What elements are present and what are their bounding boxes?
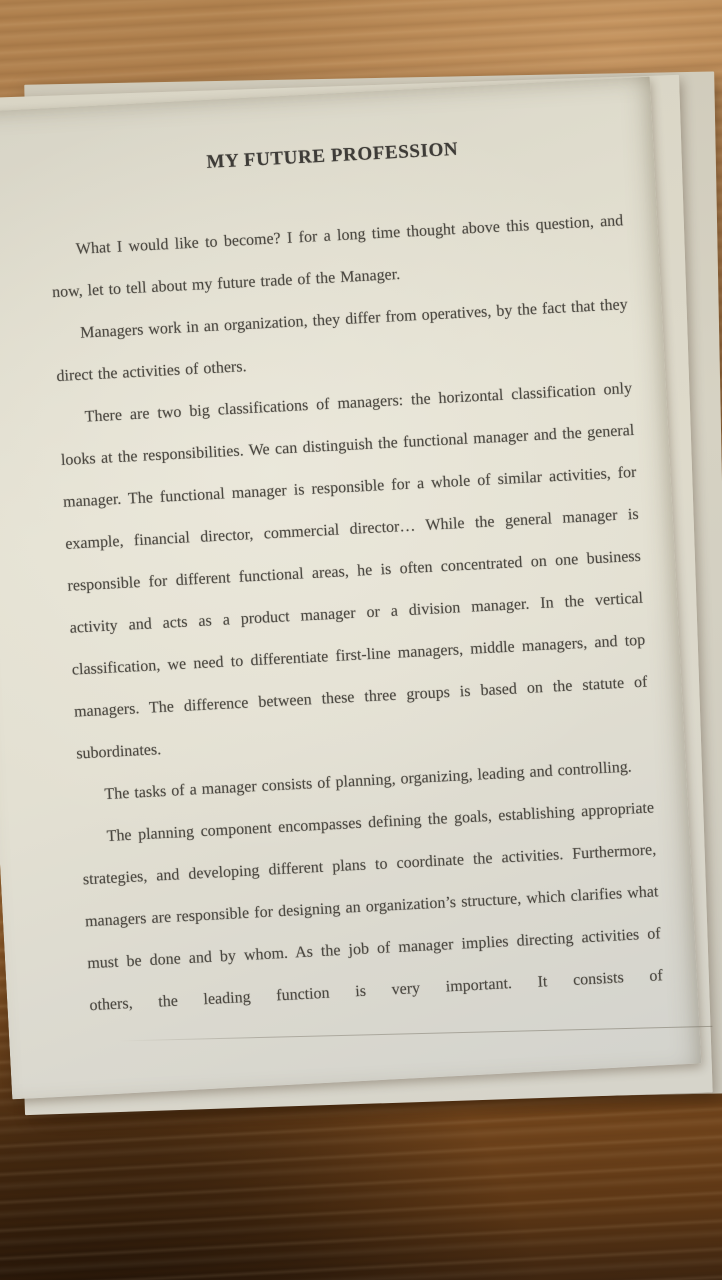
paragraph-planning: The planning component encompasses defining the goals, establishing appropriate strategies, and developing different plans to coordinate the activities. Furthermore, managers are responsible for designing an organization’s structure, which clarifies what must be done and by whom. As the job of manager implies directing activities of others, the leading function is very important. It consists of (82, 799, 664, 1015)
document-title: MY FUTURE PROFESSION (206, 138, 459, 173)
paragraph-classifications: There are two big classifications of managers: the horizontal classification only looks at the responsibilities. We can distinguish the functional manager and the general manager. The functional manager is responsible for a whole of similar activities, for example, financial director, commercial director… While the general manager is responsible for different functional areas, he is often concentrated on one business activity and acts as a product manager or a division manager. In the vertical classification, we need to differentiate first-line managers, middle managers, and top managers. The difference between these three groups is based on the statute of subordinates. (60, 379, 648, 763)
under-sheet-edge-line (120, 1026, 713, 1041)
paragraph-tasks: The tasks of a manager consists of planning, organizing, leading and controlling. (104, 758, 633, 804)
document-page (0, 77, 701, 1100)
paragraph-managers-work: Managers work in an organization, they differ from operatives, by the fact that they direct the activities of others. (56, 296, 629, 386)
paragraph-intro: What I would like to become? I for a long time thought above this question, and now, let to tell about my future trade of the Manager. (51, 212, 624, 302)
